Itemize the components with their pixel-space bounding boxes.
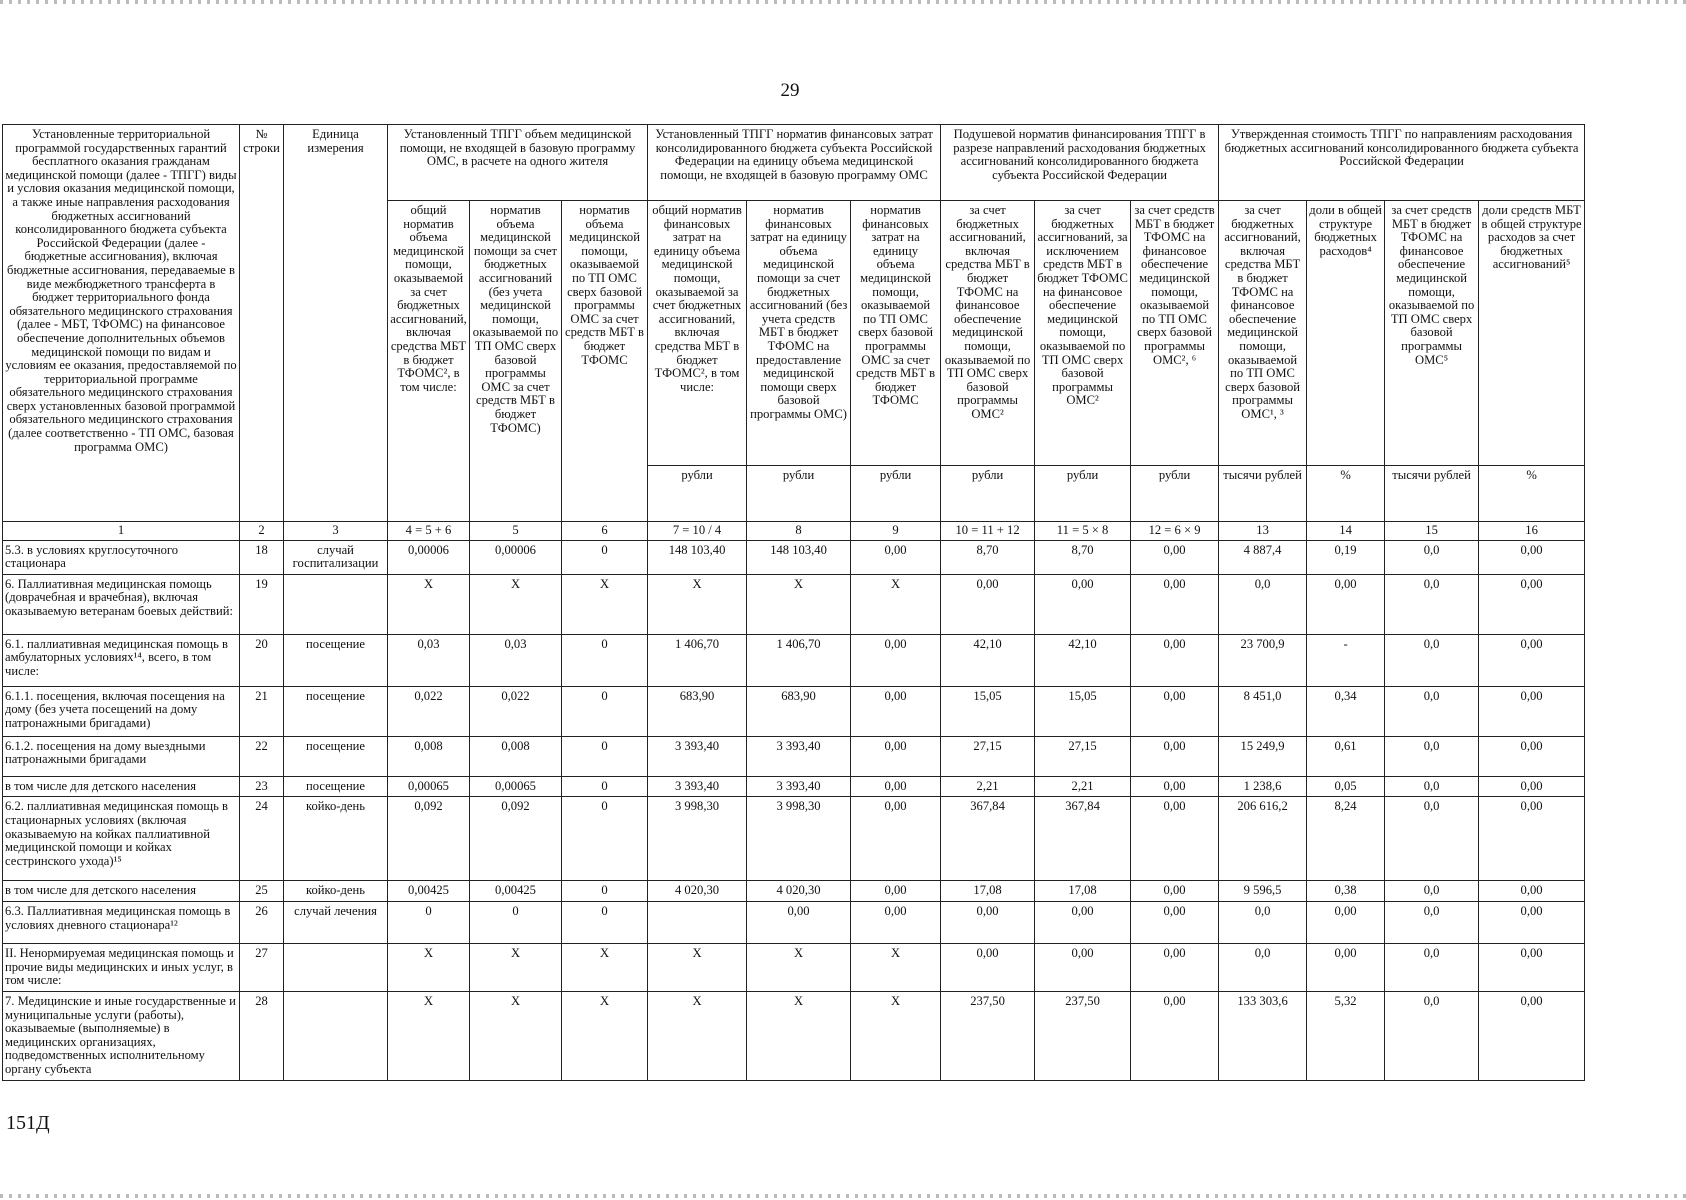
row-unit: посещение	[284, 776, 388, 797]
header-group-cost-norm: Установленный ТПГГ норматив финансовых затрат консолидированного бюджета субъекта Российской Федерации на единицу объема медицинской помощи, не входящей в базовую программу ОМС	[648, 125, 941, 201]
value-cell: 0,00	[1131, 736, 1219, 776]
value-cell: 0,00	[851, 686, 941, 736]
value-cell: 0	[562, 797, 648, 881]
value-cell: 0,092	[388, 797, 470, 881]
value-cell: X	[388, 943, 470, 991]
value-cell: 27,15	[941, 736, 1035, 776]
value-cell: 0,19	[1307, 540, 1385, 574]
value-cell: 3 998,30	[747, 797, 851, 881]
value-cell: 237,50	[941, 991, 1035, 1080]
value-cell: X	[747, 943, 851, 991]
value-cell: 0,00065	[388, 776, 470, 797]
table-row	[3, 881, 1585, 902]
value-cell: 0,0	[1385, 901, 1479, 943]
row-name: 6.1.1. посещения, включая посещения на дому (без учета посещений на дому патронажными бригадами)	[3, 686, 240, 736]
value-cell: 0,00	[1479, 634, 1585, 686]
header-col1: Установленные территориальной программой государственных гарантий бесплатного оказания гражданам медицинской помощи (далее - ТПГГ) виды и условия оказания медицинской помощи, а также иные направления расходования бюджетных ассигнований консолидированного бюджета субъекта Российской Федерации (далее - бюджетные ассигнования), включая бюджетные ассигнования, передаваемые в виде межбюджетного трансферта в бюджет территориального фонда обязательного медицинского страхования (далее - МБТ, ТФОМС) на финансовое обеспечение дополнительных объемов медицинской помощи по видам и условиям ее оказания, предоставляемой по территориальной программе обязательного медицинского страхования сверх установленных базовой программой обязательного медицинского страхования (далее соответственно - ТП ОМС, базовая программа ОМС)	[3, 125, 240, 522]
value-cell: X	[470, 943, 562, 991]
value-cell: 0,0	[1385, 634, 1479, 686]
value-cell: 42,10	[1035, 634, 1131, 686]
column-index: 3	[284, 522, 388, 541]
subheader-10: за счет бюджетных ассигнований, включая средства МБТ в бюджет ТФОМС на финансовое обеспечение медицинской помощи, оказываемой по ТП ОМС сверх базовой программы ОМС²	[941, 201, 1035, 466]
unit-label: рубли	[747, 466, 851, 522]
value-cell: 15,05	[941, 686, 1035, 736]
scan-edge-bottom	[0, 1194, 1686, 1198]
value-cell: 0,0	[1385, 736, 1479, 776]
value-cell: 0	[562, 686, 648, 736]
value-cell: 3 393,40	[747, 736, 851, 776]
value-cell: 0	[470, 901, 562, 943]
value-cell: 0,00	[1035, 574, 1131, 634]
value-cell: 1 238,6	[1219, 776, 1307, 797]
value-cell: 0,00	[1307, 901, 1385, 943]
value-cell: 0	[562, 901, 648, 943]
table-row	[3, 943, 1585, 991]
value-cell: X	[470, 574, 562, 634]
value-cell: 0,00	[1479, 540, 1585, 574]
value-cell: 8,70	[941, 540, 1035, 574]
value-cell: 0,34	[1307, 686, 1385, 736]
row-number: 23	[240, 776, 284, 797]
row-name: в том числе для детского населения	[3, 881, 240, 902]
value-cell: 0,0	[1385, 574, 1479, 634]
value-cell: 0	[562, 634, 648, 686]
value-cell: 0,00	[851, 540, 941, 574]
row-unit	[284, 943, 388, 991]
header-group-volume: Установленный ТПГГ объем медицинской помощи, не входящей в базовую программу ОМС, в расчете на одного жителя	[388, 125, 648, 201]
value-cell: 0,00	[1479, 776, 1585, 797]
value-cell: 0,0	[1385, 686, 1479, 736]
value-cell: 0,092	[470, 797, 562, 881]
value-cell: 8,70	[1035, 540, 1131, 574]
value-cell: 15,05	[1035, 686, 1131, 736]
value-cell: 0,0	[1219, 901, 1307, 943]
row-number: 28	[240, 991, 284, 1080]
value-cell: 42,10	[941, 634, 1035, 686]
unit-label: тысячи рублей	[1219, 466, 1307, 522]
value-cell: 0,00	[1131, 634, 1219, 686]
value-cell: 0,00	[1131, 540, 1219, 574]
value-cell: 206 616,2	[1219, 797, 1307, 881]
value-cell: 3 393,40	[648, 736, 747, 776]
value-cell: 0,00006	[388, 540, 470, 574]
value-cell: 23 700,9	[1219, 634, 1307, 686]
value-cell: 0	[562, 736, 648, 776]
value-cell: 0,0	[1219, 943, 1307, 991]
row-name: 6.1.2. посещения на дому выездными патронажными бригадами	[3, 736, 240, 776]
value-cell: 0,00065	[470, 776, 562, 797]
header-col3: Единица измерения	[284, 125, 388, 522]
column-index: 2	[240, 522, 284, 541]
value-cell: 1 406,70	[648, 634, 747, 686]
value-cell: X	[851, 991, 941, 1080]
row-unit: случай лечения	[284, 901, 388, 943]
subheader-16: доли средств МБТ в общей структуре расходов за счет бюджетных ассигнований⁵	[1479, 201, 1585, 466]
subheader-5: норматив объема медицинской помощи за счет бюджетных ассигнований (без учета медицинской помощи, оказываемой по ТП ОМС сверх базовой программы ОМС за счет средств МБТ в бюджет ТФОМС)	[470, 201, 562, 522]
value-cell: 0,00	[747, 901, 851, 943]
value-cell: 237,50	[1035, 991, 1131, 1080]
value-cell: 0,00	[1307, 574, 1385, 634]
value-cell: 0,0	[1385, 943, 1479, 991]
subheader-4: общий норматив объема медицинской помощи, оказываемой за счет бюджетных ассигнований, включая средства МБТ в бюджет ТФОМС², в том числе:	[388, 201, 470, 522]
unit-label: рубли	[851, 466, 941, 522]
value-cell: 0,00425	[470, 881, 562, 902]
value-cell: 0,0	[1385, 991, 1479, 1080]
value-cell: 3 998,30	[648, 797, 747, 881]
budget-table	[2, 124, 1585, 1081]
value-cell: 0,0	[1385, 797, 1479, 881]
value-cell: X	[388, 991, 470, 1080]
value-cell: 0,00	[1035, 943, 1131, 991]
value-cell: 0,03	[470, 634, 562, 686]
row-number: 27	[240, 943, 284, 991]
value-cell: 0,022	[470, 686, 562, 736]
value-cell	[648, 901, 747, 943]
value-cell: 0,00	[1131, 943, 1219, 991]
row-number: 25	[240, 881, 284, 902]
value-cell: X	[470, 991, 562, 1080]
value-cell: 148 103,40	[648, 540, 747, 574]
value-cell: 0,00	[851, 634, 941, 686]
table-row	[3, 540, 1585, 574]
value-cell: 4 020,30	[747, 881, 851, 902]
row-unit	[284, 574, 388, 634]
value-cell: 0,0	[1385, 540, 1479, 574]
value-cell: 0,00	[1479, 736, 1585, 776]
unit-label: тысячи рублей	[1385, 466, 1479, 522]
value-cell: 2,21	[941, 776, 1035, 797]
value-cell: X	[851, 574, 941, 634]
subheader-13: за счет бюджетных ассигнований, включая средства МБТ в бюджет ТФОМС на финансовое обеспечение медицинской помощи, оказываемой по ТП ОМС сверх базовой программы ОМС¹, ³	[1219, 201, 1307, 466]
value-cell: 0,00	[941, 901, 1035, 943]
value-cell: 4 020,30	[648, 881, 747, 902]
value-cell: 0,00	[1131, 881, 1219, 902]
value-cell: 0,05	[1307, 776, 1385, 797]
value-cell: 0,022	[388, 686, 470, 736]
column-index: 11 = 5 × 8	[1035, 522, 1131, 541]
value-cell: 0,00	[851, 901, 941, 943]
value-cell: 0,00	[1131, 901, 1219, 943]
value-cell: 0,00	[851, 776, 941, 797]
table-row	[3, 991, 1585, 1080]
value-cell: 0,008	[388, 736, 470, 776]
subheader-12: за счет средств МБТ в бюджет ТФОМС на финансовое обеспечение медицинской помощи, оказываемой по ТП ОМС сверх базовой программы ОМС², ⁶	[1131, 201, 1219, 466]
value-cell: 0	[562, 776, 648, 797]
value-cell: 0,00	[1035, 901, 1131, 943]
row-number: 18	[240, 540, 284, 574]
table-row	[3, 634, 1585, 686]
column-index: 8	[747, 522, 851, 541]
value-cell: 15 249,9	[1219, 736, 1307, 776]
value-cell: 367,84	[941, 797, 1035, 881]
row-unit: койко-день	[284, 797, 388, 881]
value-cell: 0	[562, 540, 648, 574]
value-cell: 0,00	[1479, 901, 1585, 943]
unit-label: %	[1307, 466, 1385, 522]
subheader-11: за счет бюджетных ассигнований, за исключением средств МБТ в бюджет ТФОМС на финансовое обеспечение медицинской помощи, оказываемой по ТП ОМС сверх базовой программы ОМС²	[1035, 201, 1131, 466]
table-header	[3, 125, 1585, 541]
value-cell: 0,00	[1131, 991, 1219, 1080]
column-index: 13	[1219, 522, 1307, 541]
row-name: 6.3. Паллиативная медицинская помощь в условиях дневного стационара¹²	[3, 901, 240, 943]
value-cell: 367,84	[1035, 797, 1131, 881]
value-cell: 17,08	[1035, 881, 1131, 902]
column-index: 10 = 11 + 12	[941, 522, 1035, 541]
value-cell: 0,00	[1479, 797, 1585, 881]
column-index: 9	[851, 522, 941, 541]
value-cell: 0,38	[1307, 881, 1385, 902]
footer-code: 151Д	[6, 1112, 50, 1134]
row-name: 6.2. паллиативная медицинская помощь в стационарных условиях (включая оказываемую на койках паллиативной медицинской помощи и койках сестринского ухода)¹⁵	[3, 797, 240, 881]
value-cell: X	[562, 574, 648, 634]
value-cell: 683,90	[648, 686, 747, 736]
row-name: 5.3. в условиях круглосуточного стационара	[3, 540, 240, 574]
value-cell: 0,61	[1307, 736, 1385, 776]
header-col2: № строки	[240, 125, 284, 522]
header-group-per-capita: Подушевой норматив финансирования ТПГГ в разрезе направлений расходования бюджетных ассигнований консолидированного бюджета субъекта Российской Федерации	[941, 125, 1219, 201]
value-cell: 148 103,40	[747, 540, 851, 574]
value-cell: 0,00	[1479, 943, 1585, 991]
row-unit: посещение	[284, 736, 388, 776]
value-cell: 0,00	[851, 736, 941, 776]
value-cell: 4 887,4	[1219, 540, 1307, 574]
value-cell: 9 596,5	[1219, 881, 1307, 902]
column-index: 14	[1307, 522, 1385, 541]
value-cell: 5,32	[1307, 991, 1385, 1080]
table-row	[3, 776, 1585, 797]
column-index: 7 = 10 / 4	[648, 522, 747, 541]
value-cell: 0,00	[851, 797, 941, 881]
table-row	[3, 901, 1585, 943]
table-body	[3, 540, 1585, 1080]
subheader-9: норматив финансовых затрат на единицу объема медицинской помощи, оказываемой по ТП ОМС сверх базовой программы ОМС за счет средств МБТ в бюджет ТФОМС	[851, 201, 941, 466]
value-cell: 0,00	[1479, 686, 1585, 736]
row-unit: посещение	[284, 634, 388, 686]
value-cell: 0,0	[1219, 574, 1307, 634]
value-cell: X	[648, 574, 747, 634]
subheader-8: норматив финансовых затрат на единицу объема медицинской помощи за счет бюджетных ассигнований (без учета средств МБТ в бюджет ТФОМС на предоставление медицинской помощи сверх базовой программы ОМС)	[747, 201, 851, 466]
value-cell: X	[562, 991, 648, 1080]
value-cell: 3 393,40	[747, 776, 851, 797]
value-cell: 683,90	[747, 686, 851, 736]
column-index: 15	[1385, 522, 1479, 541]
value-cell: 0,00	[1131, 686, 1219, 736]
value-cell: 0,00	[941, 943, 1035, 991]
value-cell: X	[851, 943, 941, 991]
value-cell: 0,0	[1385, 881, 1479, 902]
value-cell: 0,008	[470, 736, 562, 776]
value-cell: X	[388, 574, 470, 634]
row-name: 6. Паллиативная медицинская помощь (доврачебная и врачебная), включая оказываемую ветеранам боевых действий:	[3, 574, 240, 634]
row-unit: койко-день	[284, 881, 388, 902]
table-row	[3, 686, 1585, 736]
header-group-approved-cost: Утвержденная стоимость ТПГГ по направлениям расходования бюджетных ассигнований консолидированного бюджета субъекта Российской Федерации	[1219, 125, 1585, 201]
value-cell: 0,03	[388, 634, 470, 686]
row-name: в том числе для детского населения	[3, 776, 240, 797]
unit-label: рубли	[1035, 466, 1131, 522]
value-cell: 27,15	[1035, 736, 1131, 776]
unit-label: рубли	[648, 466, 747, 522]
unit-label: рубли	[941, 466, 1035, 522]
value-cell: 3 393,40	[648, 776, 747, 797]
scan-edge-top	[0, 0, 1686, 4]
value-cell: 0,00	[1307, 943, 1385, 991]
column-index: 12 = 6 × 9	[1131, 522, 1219, 541]
row-unit	[284, 991, 388, 1080]
value-cell: 17,08	[941, 881, 1035, 902]
value-cell: X	[747, 574, 851, 634]
value-cell: 0,00	[1479, 881, 1585, 902]
column-index: 5	[470, 522, 562, 541]
row-name: 6.1. паллиативная медицинская помощь в амбулаторных условиях¹⁴, всего, в том числе:	[3, 634, 240, 686]
row-unit: случай госпитализации	[284, 540, 388, 574]
row-number: 20	[240, 634, 284, 686]
value-cell: 8 451,0	[1219, 686, 1307, 736]
row-number: 22	[240, 736, 284, 776]
row-unit: посещение	[284, 686, 388, 736]
value-cell: 0,0	[1385, 776, 1479, 797]
value-cell: 0,00425	[388, 881, 470, 902]
unit-label: рубли	[1131, 466, 1219, 522]
column-index: 1	[3, 522, 240, 541]
table-row	[3, 797, 1585, 881]
value-cell: X	[648, 943, 747, 991]
subheader-14: доли в общей структуре бюджетных расходов⁴	[1307, 201, 1385, 466]
value-cell: -	[1307, 634, 1385, 686]
value-cell: X	[747, 991, 851, 1080]
column-index: 16	[1479, 522, 1585, 541]
row-name: 7. Медицинские и иные государственные и муниципальные услуги (работы), оказываемые (выполняемые) в медицинских организациях, подведомственных исполнительному органу субъекта	[3, 991, 240, 1080]
value-cell: 2,21	[1035, 776, 1131, 797]
value-cell: 133 303,6	[1219, 991, 1307, 1080]
page-number: 29	[780, 80, 800, 101]
table-row	[3, 574, 1585, 634]
value-cell: X	[648, 991, 747, 1080]
value-cell: 0,00	[1479, 991, 1585, 1080]
value-cell: 0	[388, 901, 470, 943]
value-cell: 0,00	[1131, 776, 1219, 797]
value-cell: 1 406,70	[747, 634, 851, 686]
row-name: II. Ненормируемая медицинская помощь и прочие виды медицинских и иных услуг, в том числе:	[3, 943, 240, 991]
value-cell: 0,00	[1131, 797, 1219, 881]
row-number: 24	[240, 797, 284, 881]
subheader-6: норматив объема медицинской помощи, оказываемой по ТП ОМС сверх базовой программы ОМС за счет средств МБТ в бюджет ТФОМС	[562, 201, 648, 522]
value-cell: 0,00	[941, 574, 1035, 634]
row-number: 19	[240, 574, 284, 634]
subheader-15: за счет средств МБТ в бюджет ТФОМС на финансовое обеспечение медицинской помощи, оказываемой по ТП ОМС сверх базовой программы ОМС⁵	[1385, 201, 1479, 466]
row-number: 26	[240, 901, 284, 943]
column-index-row	[3, 522, 1585, 541]
value-cell: 0,00	[1479, 574, 1585, 634]
value-cell: 0,00	[1131, 574, 1219, 634]
value-cell: 8,24	[1307, 797, 1385, 881]
row-number: 21	[240, 686, 284, 736]
value-cell: 0,00	[851, 881, 941, 902]
column-index: 4 = 5 + 6	[388, 522, 470, 541]
value-cell: 0,00006	[470, 540, 562, 574]
unit-label: %	[1479, 466, 1585, 522]
value-cell: 0	[562, 881, 648, 902]
value-cell: X	[562, 943, 648, 991]
table-row	[3, 736, 1585, 776]
subheader-7: общий норматив финансовых затрат на единицу объема медицинской помощи, оказываемой за счет бюджетных ассигнований, включая средства МБТ в бюджет ТФОМС², в том числе:	[648, 201, 747, 466]
column-index: 6	[562, 522, 648, 541]
